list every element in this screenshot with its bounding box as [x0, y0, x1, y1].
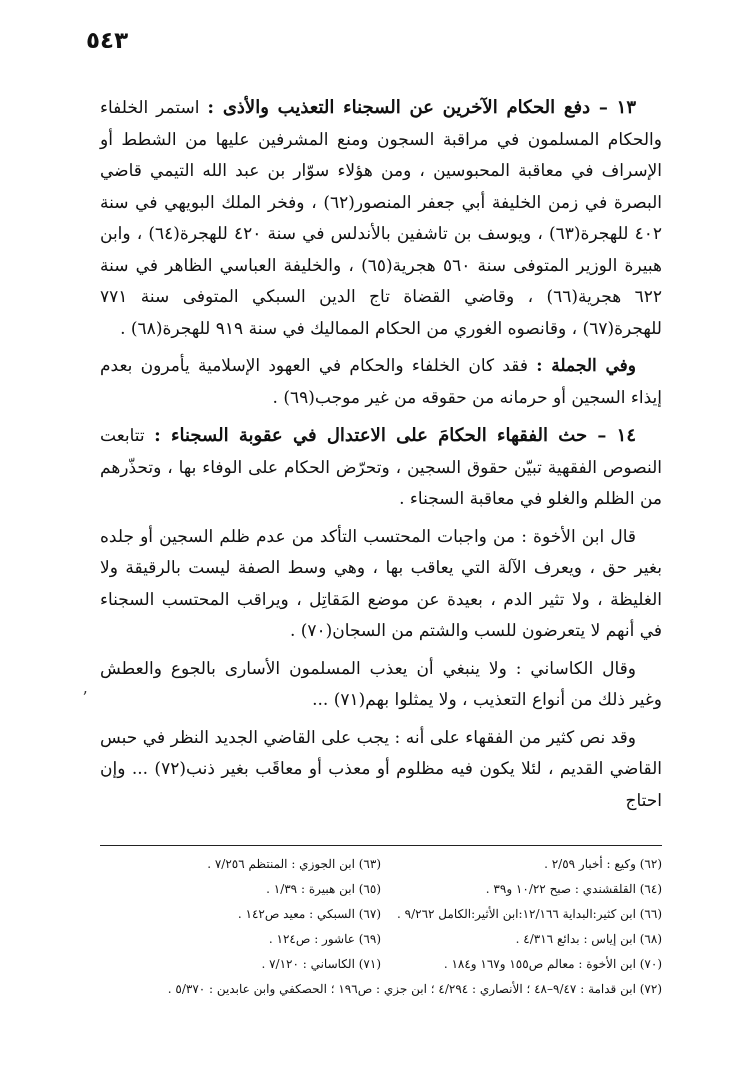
footnote-66: (٦٦) ابن كثير:البداية ١٢/١٦٦:ابن الأثير:الكامل ٩/٢٦٢ . — [397, 907, 662, 921]
paragraph-kasani — [100, 654, 662, 717]
paragraph-ibn-al-ukhuwwa — [100, 522, 662, 648]
footnote-65: (٦٥) ابن هبيرة : ١/٣٩ . — [266, 882, 381, 896]
paragraph-14 — [100, 420, 662, 516]
footnote-72: (٧٢) ابن قدامة : ٩/٤٧–٤٨ ؛ الأنصاري : ٤/٢٩٤ ؛ ابن جزي : ص١٩٦ ؛ الحصكفي وابن عابدين : ٥/٣٧٠ . — [167, 982, 662, 996]
section-heading-14: ١٤ – حث الفقهاء الحكامَ على الاعتدال في عقوبة السجناء : — [154, 425, 637, 446]
paragraph-text: استمر الخلفاء والحكام المسلمون في مراقبة السجون ومنع المشرفين عليها من الشطط أو الإسراف في معاقبة المحبوسين ، ومن هؤلاء سوّار بن عبد الله التيمي قاضي البصرة في زمن الخليفة أبي جعفر المنصور(٦٢) ، وفخر الملك البويهي في سنة ٤٠٢ للهجرة(٦٣) ، ويوسف بن تاشفين بالأندلس في سنة ٤٢٠ للهجرة(٦٤) ، وابن هبيرة الوزير المتوفى سنة ٥٦٠ هجرية(٦٥) ، والخليفة العباسي الظاهر في سنة ٦٢٢ هجرية(٦٦) ، وقاضي القضاة تاج الدين السبكي المتوفى سنة ٧٧١ للهجرة(٦٧) ، وقانصوه الغوري من الحكام المماليك في سنة ٩١٩ للهجرة(٦٨) . — [100, 98, 662, 339]
paragraph-13 — [100, 92, 662, 345]
footnote-row — [100, 902, 662, 927]
footnote-68: (٦٨) ابن إياس : بدائع ٤/٣١٦ . — [515, 932, 662, 946]
footnote-row — [100, 877, 662, 902]
paragraph-text: تتابعت النصوص الفقهية تبيّن حقوق السجين ، وتحرّض الحكام على الوفاء بها ، وتحذّرهم من الظلم والغلو في معاقبة السجناء . — [100, 426, 662, 509]
paragraph-text: وقد نص كثير من الفقهاء على أنه : يجب على القاضي الجديد النظر في حبس القاضي القديم ، لئلا يكون فيه مظلوم أو معذب أو معاقَب بغير ذنب(٧٢) ... وإن احتاج — [100, 727, 662, 811]
footnote-70: (٧٠) ابن الأخوة : معالم ص١٥٥ و١٦٧ و١٨٤ . — [443, 957, 662, 971]
margin-mark: ʼ — [82, 688, 88, 707]
footnote-row — [100, 852, 662, 877]
footnote-67: (٦٧) السبكي : معيد ص١٤٢ . — [237, 907, 381, 921]
footnote-69: (٦٩) عاشور : ص١٢٤ . — [268, 932, 381, 946]
footnote-row — [100, 952, 662, 977]
paragraph-fuqaha — [100, 723, 662, 818]
footnote-divider — [100, 845, 662, 846]
footnote-row — [100, 927, 662, 952]
footnotes — [100, 852, 662, 1002]
section-heading-13: ١٣ – دفع الحكام الآخرين عن السجناء التعذيب والأذى : — [207, 97, 636, 118]
footnote-64: (٦٤) القلقشندي : صبح ١٠/٢٢ و٣٩ . — [485, 882, 662, 896]
paragraph-summary — [100, 351, 662, 414]
paragraph-text: فقد كان الخلفاء والحكام في العهود الإسلامية يأمرون بعدم إيذاء السجين أو حرمانه من حقوقه من غير موجب(٦٩) . — [100, 356, 662, 408]
footnote-62: (٦٢) وكيع : أخبار ٢/٥٩ . — [544, 857, 662, 871]
footnote-63: (٦٣) ابن الجوزي : المنتظم ٧/٢٥٦ . — [207, 857, 381, 871]
page-number: ٥٤٣ — [86, 28, 129, 54]
paragraph-text: وقال الكاساني : ولا ينبغي أن يعذب المسلمون الأسارى بالجوع والعطش وغير ذلك من أنواع التعذيب ، ولا يمثلوا بهم(٧١) ... — [100, 658, 662, 710]
paragraph-lead: وفي الجملة : — [536, 356, 637, 376]
body-text — [100, 92, 662, 823]
footnote-71: (٧١) الكاساني : ٧/١٢٠ . — [261, 957, 381, 971]
paragraph-text: قال ابن الأخوة : من واجبات المحتسب التأكد من عدم ظلم السجين أو جلده بغير حق ، ويعرف الآلة التي يعاقب بها ، وهي وسط الصفة ليست بالرقيقة ولا الغليظة ، ولا تثير الدم ، بعيدة عن موضع المَقاتِل ، ويراقب المحتسب السجناء في أنهم لا يتعرضون للسب والشتم من السجان(٧٠) . — [100, 526, 662, 641]
